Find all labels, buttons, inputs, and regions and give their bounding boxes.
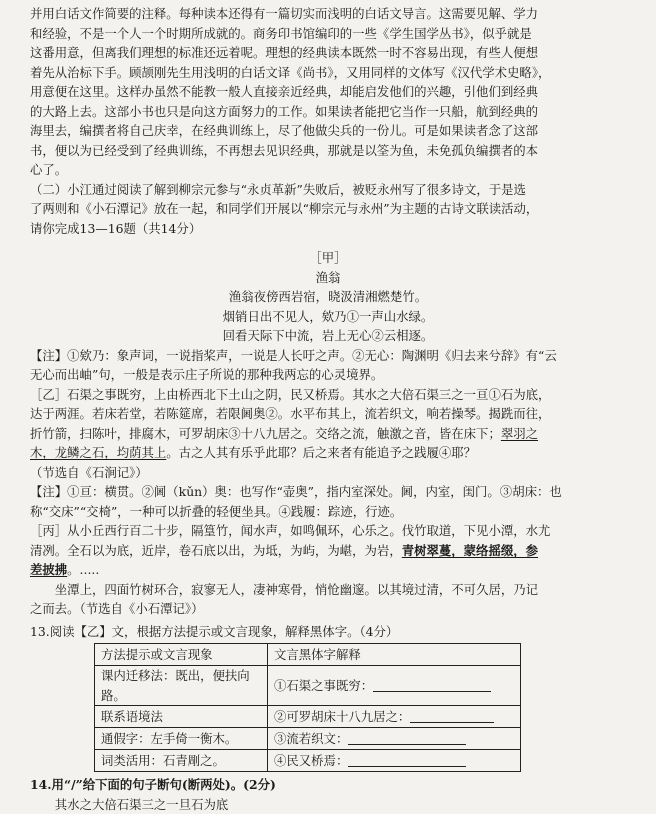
poem-label: ［甲］ (30, 248, 626, 268)
item-label: ③流若织文： (274, 731, 348, 746)
question-label: 13.阅读【乙】文，根据方法提示或文言现象，解释黑体字。（4分） (30, 622, 626, 642)
underlined-text: 木，龙鳞之石，均荫其上 (30, 445, 166, 460)
passage-text: 。古之人其有乐乎此耶？后之来者有能追予之践履④耶？ (166, 445, 476, 460)
passage-yi (30, 385, 626, 483)
answer-cell[interactable] (268, 728, 521, 750)
question-14 (30, 775, 626, 814)
poem-line: 渔翁夜傍西岩宿，晓汲清湘燃楚竹。 (30, 287, 626, 307)
question-label: 14.用“/”给下面的句子断句(断两处)。(2分) (30, 775, 626, 795)
intro-passage (30, 4, 626, 180)
item-label: ④民又桥焉： (274, 753, 348, 768)
table-header-row (95, 644, 521, 666)
answer-blank[interactable] (348, 754, 466, 767)
underlined-text: 差披拂 (30, 562, 67, 577)
passage-text: 。..... (67, 562, 99, 577)
answer-cell[interactable] (268, 706, 521, 728)
passage-line (30, 424, 626, 444)
intro-line: 海里去，编撰者将自己庆幸，在经典训练上，尽了他做尖兵的一份儿。可是如果读者念了这部 (30, 121, 626, 141)
intro-line: 这番用意，但离我们理想的标准还远着呢。理想的经典读本既然一时不容易出现，有些人便想 (30, 43, 626, 63)
passage-line: 达于两涯。若床若堂，若陈筵席，若限阃奥②。水平布其上，流若织文，响若操琴。揭跣而往， (30, 404, 626, 424)
passage-line: ［丙］从小丘西行百二十步，隔篁竹，闻水声，如鸣佩环，心乐之。伐竹取道，下见小潭，水尤 (30, 521, 626, 541)
answer-cell[interactable] (268, 750, 521, 772)
passage-text: 清冽。全石以为底，近岸，卷石底以出，为坻，为屿，为嵁，为岩， (30, 543, 402, 558)
passage-line: 之而去。（节选自《小石潭记》） (30, 599, 626, 619)
intro-line: 心了。 (30, 160, 626, 180)
poem-jia (30, 248, 626, 346)
intro-line: 用意便在这里。这样办虽然不能教一般人直接亲近经典，却能启发他们的兴趣，引他们到经典 (30, 82, 626, 102)
poem-line: 回看天际下中流，岩上无心②云相逐。 (30, 326, 626, 346)
question-sentence: 其水之大倍石渠三之一旦石为底 (30, 795, 626, 814)
note-yi (30, 482, 626, 521)
passage-text: 折竹箭，扫陈叶，排腐木，可罗胡床③十八九居之。交络之流，触激之音，皆在床下； (30, 426, 501, 441)
method-cell: 联系语境法 (95, 706, 268, 728)
underlined-text: 翠羽之 (501, 426, 538, 441)
intro-line: 并用白话文作简要的注释。每种读本还得有一篇切实而浅明的白话文导言。这需要见解、学力 (30, 4, 626, 24)
intro-line: 着先从治标下手。顾颉刚先生用浅明的白话文译《尚书》，又用同样的文体写《汉代学术史略》， (30, 63, 626, 83)
item-label: ②可罗胡床十八九居之： (274, 709, 410, 724)
passage-line (30, 560, 626, 580)
table-row (95, 728, 521, 750)
method-cell: 通假字：左手倚一衡木。 (95, 728, 268, 750)
poem-title: 渔翁 (30, 268, 626, 288)
poem-line: 烟销日出不见人，欸乃①一声山水绿。 (30, 307, 626, 327)
underlined-text: 青树翠蔓，蒙络摇缀，参 (402, 543, 538, 558)
section-line: 请你完成13—16题（共14分） (30, 219, 626, 239)
table-row (95, 706, 521, 728)
intro-line: 的大路上去。这部小书也只是向这方面努力的工作。如果读者能把它当作一只船，航到经典的 (30, 102, 626, 122)
note-line: 无心而出岫”句，一般是表示庄子所说的那种我两忘的心灵境界。 (30, 365, 626, 385)
passage-line (30, 443, 626, 463)
passage-bing (30, 521, 626, 619)
question-13 (30, 622, 626, 773)
passage-line (30, 541, 626, 561)
section-line: （二）小江通过阅读了解到柳宗元参与“永贞革新”失败后，被贬永州写了很多诗文，于是选 (30, 180, 626, 200)
answer-blank[interactable] (348, 732, 466, 745)
answer-blank[interactable] (373, 679, 491, 692)
table-row (95, 750, 521, 772)
intro-line: 书，便以为已经受到了经典训练，不再想去见识经典，那就是以筌为鱼，未免孤负编撰者的本 (30, 141, 626, 161)
note-line: 【注】①亘：横贯。②阃（kǔn）奥：也写作“壶奥”，指内室深处。阃，内室，闺门。③胡床：也 (30, 482, 626, 502)
passage-source: （节选自《石涧记》） (30, 463, 626, 483)
table-row (95, 666, 521, 706)
section-line: 了两则和《小石潭记》放在一起，和同学们开展以“柳宗元与永州”为主题的古诗文联读活动， (30, 199, 626, 219)
note-line: 【注】①欸乃：象声词，一说指桨声，一说是人长吁之声。②无心：陶渊明《归去来兮辞》有“云 (30, 346, 626, 366)
method-table (94, 643, 521, 772)
answer-blank[interactable] (410, 710, 494, 723)
passage-line: 坐潭上，四面竹树环合，寂寥无人，凄神寒骨，悄怆幽邃。以其境过清，不可久居，乃记 (30, 580, 626, 600)
answer-cell[interactable] (268, 666, 521, 706)
method-cell: 课内迁移法：既出，便扶向路。 (95, 666, 268, 706)
passage-line: ［乙］石渠之事既穷，上由桥西北下土山之阴，民又桥焉。其水之大倍石渠三之一亘①石为底， (30, 385, 626, 405)
section-2-instructions (30, 180, 626, 239)
method-cell: 词类活用：石青㓮之。 (95, 750, 268, 772)
table-header: 文言黑体字解释 (268, 644, 521, 666)
note-line: 称“交床”“交椅”，一种可以折叠的轻便坐具。④践履：踪迹，行迹。 (30, 502, 626, 522)
item-label: ①石渠之事既穷： (274, 678, 373, 693)
intro-line: 和经验，不是一个人一个时期所成就的。商务印书馆编印的一些《学生国学丛书》，似乎就是 (30, 24, 626, 44)
table-header: 方法提示或文言现象 (95, 644, 268, 666)
note-jia (30, 346, 626, 385)
